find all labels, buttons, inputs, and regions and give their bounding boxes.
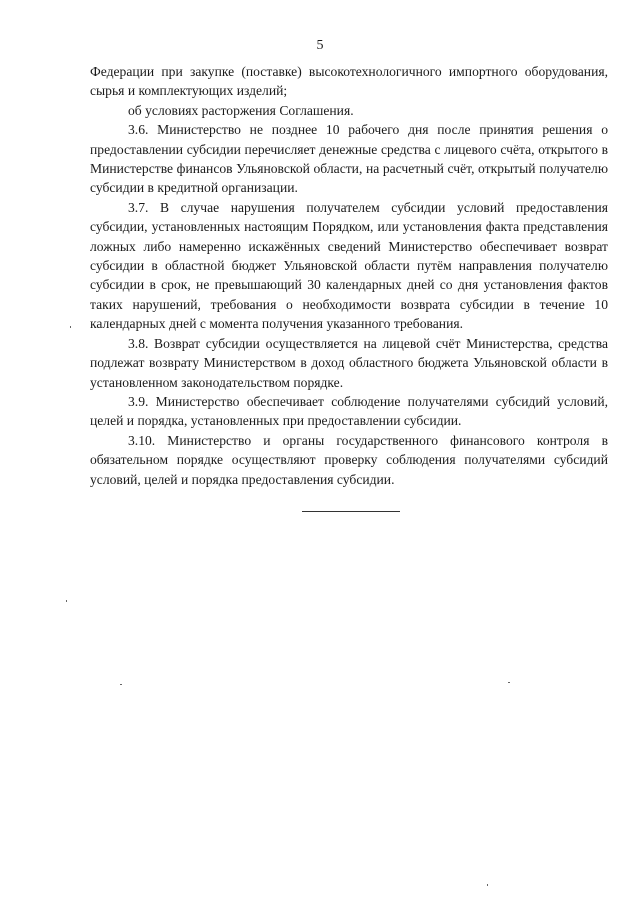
paragraph-3-8: 3.8. Возврат субсидии осуществляется на лицевой счёт Министерства, средства подлежат возврату Министерством в доход областного бюджета Ульяновской области в установленном законодательством порядке.	[90, 335, 608, 390]
paragraph-3-7: 3.7. В случае нарушения получателем субсидии условий предоставления субсидии, установленных настоящим Порядком, или установления факта представления ложных либо намеренно искажённых сведений Министерство обеспечивает возврат субсидии в областной бюджет Ульяновской области путём направления получателю субсидии в срок, не превышающий 30 календарных дней со дня установления фактов таких нарушений, требования о необходимости возврата субсидии в течение 10 календарных дней с момента получения указанного требования.	[90, 199, 608, 332]
paragraph-3-10: 3.10. Министерство и органы государственного финансового контроля в обязательном порядке осуществляют проверку соблюдения получателями субсидий условий, целей и порядка предоставления субсидии.	[90, 432, 608, 487]
scan-speck	[487, 884, 488, 886]
scan-speck	[70, 326, 71, 328]
paragraph-3-6: 3.6. Министерство не позднее 10 рабочего дня после принятия решения о предоставлении субсидии перечисляет денежные средства с лицевого счёта, открытого в Министерстве финансов Ульяновской области, на расчетный счёт, открытый получателю субсидии в кредитной организации.	[90, 122, 608, 196]
end-of-text-rule	[302, 511, 400, 512]
scan-speck	[120, 684, 122, 685]
scan-speck	[66, 600, 67, 602]
document-body	[90, 62, 608, 489]
scan-speck	[508, 682, 510, 683]
paragraph-3-9: 3.9. Министерство обеспечивает соблюдение получателями субсидий условий, целей и порядка, установленных при предоставлении субсидии.	[90, 393, 608, 429]
paragraph-termination-conditions: об условиях расторжения Соглашения.	[128, 102, 354, 118]
page-number: 5	[316, 38, 324, 53]
paragraph-continuation: Федерации при закупке (поставке) высокотехнологичного импортного оборудования, сырья и комплектующих изделий;	[90, 64, 608, 99]
